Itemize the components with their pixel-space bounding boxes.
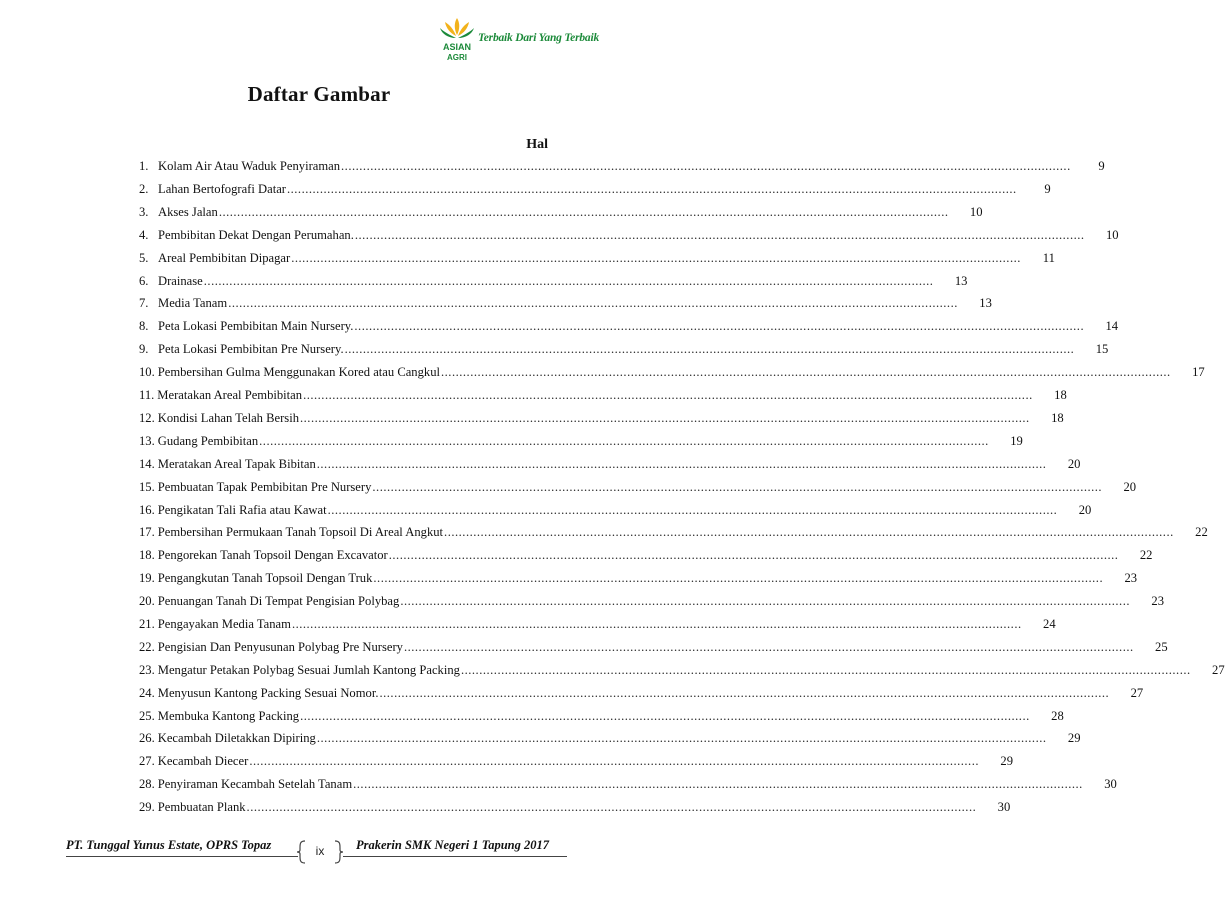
figure-list-item (139, 521, 1208, 544)
figure-page-number: 30 (997, 800, 1011, 815)
figure-page-number: 9 (1098, 159, 1105, 174)
figure-page-number: 15 (1095, 342, 1109, 357)
dot-leader: ........................................................................................................................................................................................................ (444, 525, 1174, 540)
dot-leader: ........................................................................................................................................................................................................ (203, 273, 934, 288)
dot-leader: ........................................................................................................................................................................................................ (300, 708, 1030, 723)
figure-page-number: 23 (1124, 571, 1138, 586)
figure-list-item (139, 407, 1064, 430)
figure-title: Peta Lokasi Pembibitan Pre Nursery. (158, 342, 344, 357)
figure-number: 24. (139, 685, 155, 700)
figure-title: Pengorekan Tanah Topsoil Dengan Excavator (157, 548, 388, 563)
figure-title: Penuangan Tanah Di Tempat Pengisian Polybag (157, 594, 400, 609)
page-number: ix (315, 844, 325, 858)
figure-title: Areal Pembibitan Dipagar (158, 250, 291, 265)
figure-list-item (139, 292, 992, 315)
figure-title: Kondisi Lahan Telah Bersih (157, 410, 299, 425)
figure-title: Kecambah Diletakkan Dipiring (157, 731, 316, 746)
logo-text-top: ASIAN (442, 42, 472, 52)
figure-number: 20. (139, 594, 155, 609)
figure-number: 27. (139, 754, 155, 769)
tagline: Terbaik Dari Yang Terbaik (478, 32, 599, 44)
figure-page-number: 10 (969, 204, 983, 219)
figure-title: Pengikatan Tali Rafia atau Kawat (157, 502, 327, 517)
figure-number: 25. (139, 708, 155, 723)
figure-list-item (139, 475, 1137, 498)
figure-title: Drainase (158, 273, 203, 288)
figure-list-item (139, 773, 1117, 796)
figure-page-number: 27 (1130, 685, 1144, 700)
figure-title: Meratakan Areal Tapak Bibitan (157, 456, 316, 471)
figure-number: 12. (139, 410, 155, 425)
figure-list-item (139, 659, 1225, 682)
dot-leader: ........................................................................................................................................................................................................ (354, 319, 1085, 334)
leaf-icon (445, 18, 469, 36)
dot-leader: ........................................................................................................................................................................................................ (228, 296, 958, 311)
figure-list-item (139, 453, 1081, 476)
figure-page-number: 20 (1123, 479, 1137, 494)
figure-list-item (139, 796, 1011, 819)
footer-divider-right (343, 856, 567, 857)
figure-page-number: 25 (1155, 639, 1168, 654)
figure-page-number: 10 (1105, 227, 1119, 242)
figure-number: 9. (139, 342, 149, 357)
dot-leader: ........................................................................................................................................................................................................ (353, 777, 1083, 792)
figure-title: Pengangkutan Tanah Topsoil Dengan Truk (157, 571, 373, 586)
dot-leader: ........................................................................................................................................................................................................ (246, 800, 977, 815)
dot-leader: ........................................................................................................................................................................................................ (373, 571, 1104, 586)
figure-title: Gudang Pembibitan (157, 433, 259, 448)
figure-list-item (139, 613, 1056, 636)
figure-list-item (139, 315, 1119, 338)
figure-number: 7. (139, 296, 149, 311)
figure-list-item (139, 201, 983, 224)
figure-page-number: 13 (979, 296, 992, 311)
dot-leader: ........................................................................................................................................................................................................ (344, 342, 1075, 357)
figure-title: Peta Lokasi Pembibitan Main Nursery. (158, 319, 354, 334)
figure-number: 1. (139, 159, 149, 174)
dot-leader: ........................................................................................................................................................................................................ (403, 639, 1134, 654)
figure-number: 18. (139, 548, 155, 563)
figure-title: Lahan Bertofografi Datar (158, 182, 286, 197)
hal-column-header: Hal (526, 137, 548, 152)
figure-list-item (139, 567, 1138, 590)
figure-title: Kecambah Diecer (157, 754, 249, 769)
figure-page-number: 20 (1067, 456, 1081, 471)
figure-list-item (139, 544, 1153, 567)
figure-list-item (139, 590, 1164, 613)
figure-list-item (139, 269, 968, 292)
figure-number: 26. (139, 731, 155, 746)
figure-list-item (139, 498, 1092, 521)
figure-page-number: 13 (954, 273, 968, 288)
figure-number: 17. (139, 525, 155, 540)
figure-title: Kolam Air Atau Waduk Penyiraman (158, 159, 341, 174)
figure-page-number: 17 (1192, 365, 1205, 380)
dot-leader: ........................................................................................................................................................................................................ (400, 594, 1130, 609)
figure-page-number: 18 (1051, 410, 1064, 425)
dot-leader: ........................................................................................................................................................................................................ (379, 685, 1110, 700)
figure-list-item (139, 247, 1055, 270)
figure-number: 15. (139, 479, 155, 494)
figure-page-number: 28 (1051, 708, 1064, 723)
figure-number: 8. (139, 319, 149, 334)
dot-leader: ........................................................................................................................................................................................................ (300, 410, 1030, 425)
figure-title: Pembuatan Tapak Pembibitan Pre Nursery (157, 479, 372, 494)
figure-page-number: 19 (1010, 433, 1023, 448)
figure-title: Media Tanam (158, 296, 228, 311)
figure-number: 6. (139, 273, 149, 288)
figure-number: 2. (139, 182, 149, 197)
figure-number: 21. (139, 616, 155, 631)
figure-list-item (139, 681, 1144, 704)
dot-leader: ........................................................................................................................................................................................................ (259, 433, 989, 448)
figure-number: 29. (139, 800, 155, 815)
figure-title: Membuka Kantong Packing (157, 708, 300, 723)
dot-leader: ........................................................................................................................................................................................................ (291, 616, 1022, 631)
figure-page-number: 30 (1104, 777, 1117, 792)
dot-leader: ........................................................................................................................................................................................................ (249, 754, 979, 769)
footer-divider-left (66, 856, 298, 857)
dot-leader: ........................................................................................................................................................................................................ (303, 388, 1033, 403)
figure-page-number: 18 (1054, 388, 1067, 403)
figure-page-number: 20 (1078, 502, 1092, 517)
figure-list-item (139, 704, 1064, 727)
figure-number: 5. (139, 250, 149, 265)
dot-leader: ........................................................................................................................................................................................................ (291, 250, 1021, 265)
figure-number: 23. (139, 662, 155, 677)
dot-leader: ........................................................................................................................................................................................................ (372, 479, 1103, 494)
logo-text-bottom: AGRI (447, 53, 467, 62)
figure-list-item (139, 338, 1109, 361)
dot-leader: ........................................................................................................................................................................................................ (354, 227, 1085, 242)
figure-list-item (139, 727, 1081, 750)
figure-number: 4. (139, 227, 149, 242)
figure-title: Pengayakan Media Tanam (157, 616, 291, 631)
figure-list-item (139, 178, 1051, 201)
figure-list-item (139, 361, 1205, 384)
figure-list (139, 155, 1225, 819)
figure-title: Akses Jalan (158, 204, 218, 219)
dot-leader: ........................................................................................................................................................................................................ (316, 731, 1047, 746)
figure-list-item (139, 636, 1168, 659)
figure-title: Pembibitan Dekat Dengan Perumahan. (158, 227, 354, 242)
figure-title: Pembuatan Plank (157, 800, 246, 815)
figure-list-item (139, 384, 1067, 407)
figure-page-number: 14 (1105, 319, 1119, 334)
figure-list-item (139, 750, 1013, 773)
asian-agri-logo (436, 14, 478, 66)
figure-page-number: 29 (1067, 731, 1081, 746)
figure-number: 10. (139, 365, 155, 380)
footer-company: PT. Tunggal Yunus Estate, OPRS Topaz (66, 838, 272, 852)
figure-title: Menyusun Kantong Packing Sesuai Nomor. (157, 685, 379, 700)
figure-number: 13. (139, 433, 155, 448)
figure-title: Mengatur Petakan Polybag Sesuai Jumlah Kantong Packing (157, 662, 460, 677)
footer-program: Prakerin SMK Negeri 1 Tapung 2017 (356, 838, 549, 852)
figure-list-item (139, 430, 1023, 453)
page-title: Daftar Gambar (247, 82, 391, 106)
figure-title: Pembersihan Permukaan Tanah Topsoil Di Areal Angkut (157, 525, 444, 540)
figure-page-number: 23 (1151, 594, 1164, 609)
dot-leader: ........................................................................................................................................................................................................ (341, 159, 1071, 174)
figure-number: 22. (139, 639, 155, 654)
figure-title: Penyiraman Kecambah Setelah Tanam (157, 777, 353, 792)
figure-page-number: 9 (1044, 182, 1051, 197)
figure-page-number: 22 (1195, 525, 1208, 540)
figure-page-number: 29 (1000, 754, 1013, 769)
dot-leader: ........................................................................................................................................................................................................ (286, 182, 1017, 197)
page-number-box (296, 840, 344, 864)
figure-number: 11. (139, 388, 155, 403)
figure-title: Pembersihan Gulma Menggunakan Kored atau Cangkul (157, 365, 440, 380)
figure-list-item (139, 224, 1119, 247)
figure-list-item (139, 155, 1105, 178)
dot-leader: ........................................................................................................................................................................................................ (327, 502, 1058, 517)
figure-number: 19. (139, 571, 155, 586)
dot-leader: ........................................................................................................................................................................................................ (460, 662, 1191, 677)
figure-page-number: 24 (1043, 616, 1056, 631)
dot-leader: ........................................................................................................................................................................................................ (441, 365, 1171, 380)
figure-page-number: 11 (1042, 250, 1055, 265)
figure-title: Meratakan Areal Pembibitan (157, 388, 303, 403)
dot-leader: ........................................................................................................................................................................................................ (316, 456, 1047, 471)
figure-page-number: 22 (1139, 548, 1153, 563)
figure-number: 14. (139, 456, 155, 471)
dot-leader: ........................................................................................................................................................................................................ (218, 204, 949, 219)
dot-leader: ........................................................................................................................................................................................................ (388, 548, 1119, 563)
figure-number: 3. (139, 204, 149, 219)
figure-page-number: 27 (1212, 662, 1225, 677)
figure-number: 28. (139, 777, 155, 792)
figure-number: 16. (139, 502, 155, 517)
figure-title: Pengisian Dan Penyusunan Polybag Pre Nursery (157, 639, 403, 654)
